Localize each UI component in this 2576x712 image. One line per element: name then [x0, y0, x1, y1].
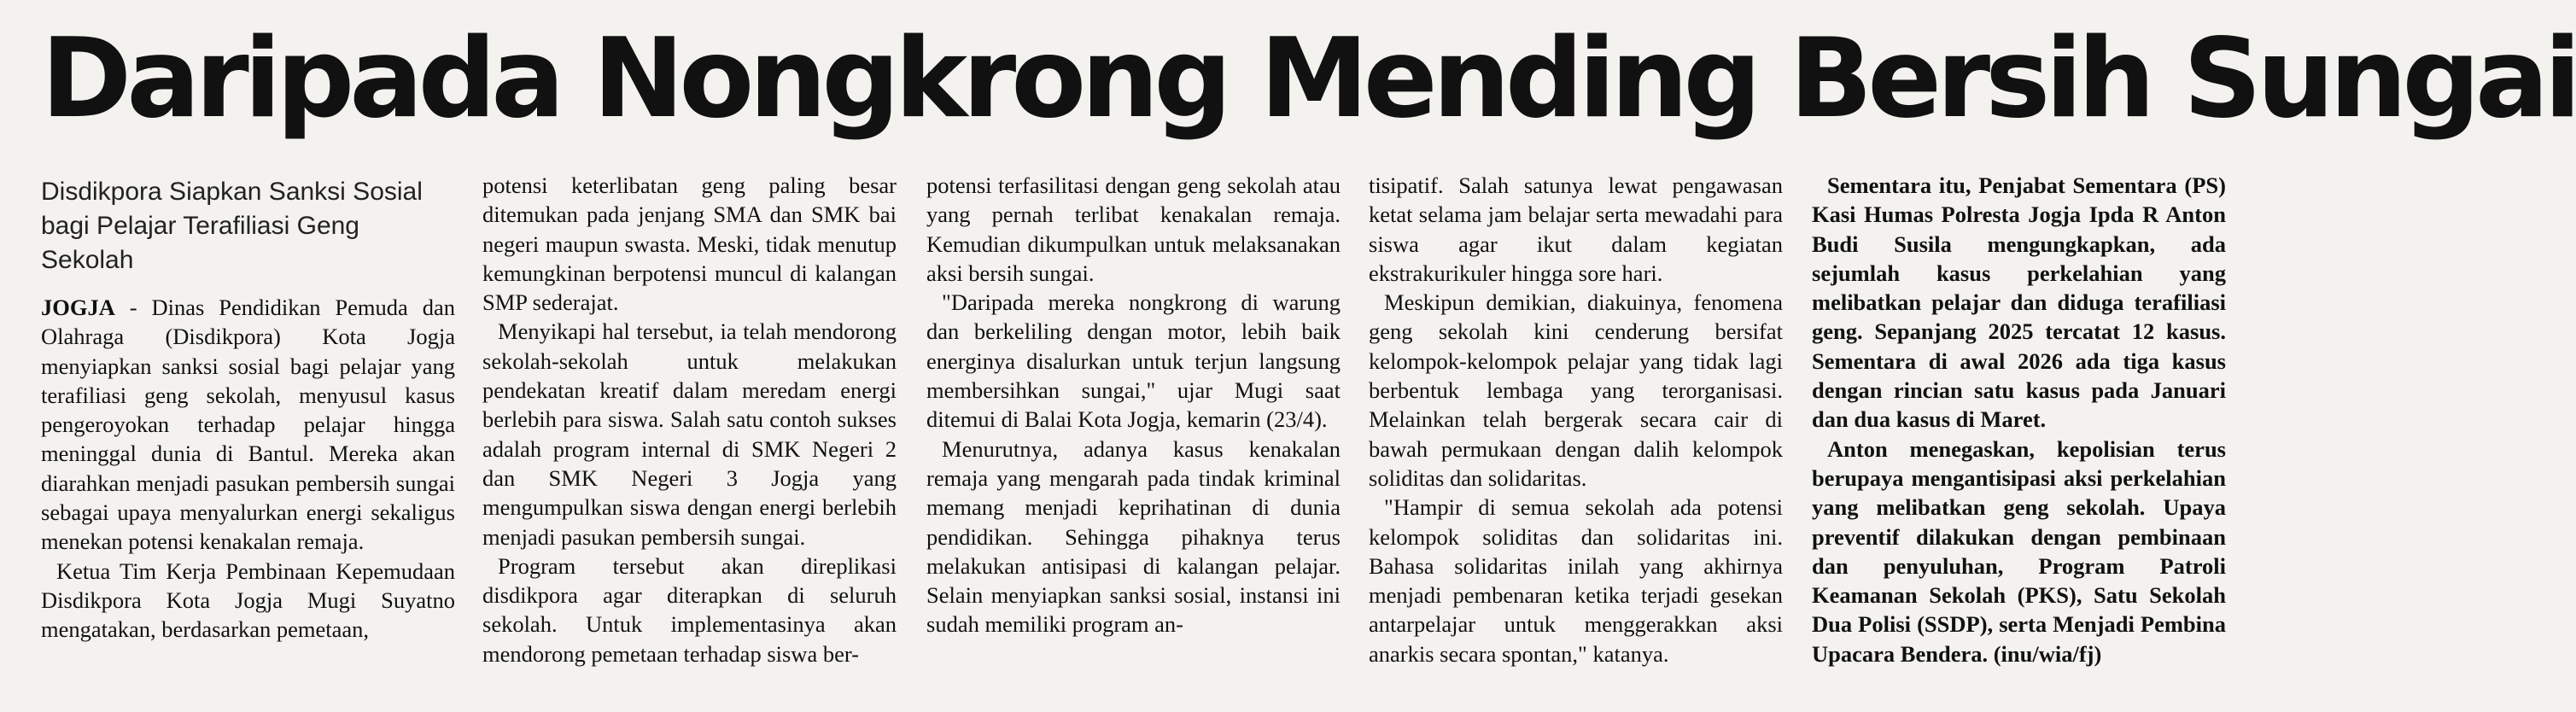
paragraph: Ketua Tim Kerja Pembinaan Kepemudaan Disdikpora Kota Jogja Mugi Suyatno mengatakan, berdasarkan pemetaan,: [41, 557, 455, 643]
paragraph: Meskipun demikian, diakuinya, fenomena geng sekolah kini cenderung bersifat kelompok-kelompok pelajar yang tidak lagi berbentuk lembaga yang terorganisasi. Melainkan telah bergerak secara cair di bawah permukaan dengan dalih kelompok soliditas dan solidaritas.: [1369, 289, 1783, 491]
article-column-3: [926, 171, 1341, 692]
paragraph-text: - Dinas Pendidikan Pemuda dan Olahraga (Disdikpora) Kota Jogja menyiapkan sanksi sosial bagi pelajar yang terafiliasi geng sekolah, menyusul kasus pengeroyokan terhadap pelajar hingga meninggal dunia di Bantul. Mereka akan diarahkan menjadi pasukan pembersih sungai sebagai upaya menyalurkan energi sekaligus menekan potensi kenakalan remaja.: [41, 295, 455, 555]
headline: Daripada Nongkrong Mending Bersih Sungai: [41, 15, 2576, 143]
paragraph: potensi terfasilitasi dengan geng sekolah atau yang pernah terlibat kenakalan remaja. Kemudian dikumpulkan untuk melaksanakan aksi bersih sungai.: [926, 172, 1341, 286]
paragraph: tisipatif. Salah satunya lewat pengawasan ketat selama jam belajar serta mewadahi para siswa agar ikut dalam kegiatan ekstrakurikuler hingga sore hari.: [1369, 172, 1783, 286]
paragraph: Anton menegaskan, kepolisian terus berupaya mengantisipasi aksi perkelahian yang melibatkan geng sekolah. Upaya preventif dilakukan dengan pembinaan dan penyuluhan, Program Patroli Keamanan Sekolah (PKS), Satu Sekolah Dua Polisi (SSDP), serta Menjadi Pembina Upacara Bendera. (inu/wia/fj): [1812, 435, 2226, 667]
paragraph: potensi keterlibatan geng paling besar ditemukan pada jenjang SMA dan SMK bai negeri maupun swasta. Meski, tidak menutup kemungkinan berpotensi muncul di kalangan SMP sederajat.: [482, 172, 897, 316]
paragraph: "Hampir di semua sekolah ada potensi kelompok soliditas dan solidaritas ini. Bahasa solidaritas inilah yang akhirnya menjadi pembenaran ketika terjadi gesekan antarpelajar untuk menggerakkan aksi anarkis secara spontan," katanya.: [1369, 494, 1783, 667]
paragraph: Sementara itu, Penjabat Sementara (PS) Kasi Humas Polresta Jogja Ipda R Anton Budi Susila mengungkapkan, ada sejumlah kasus perkelahian yang melibatkan pelajar dan diduga terafiliasi geng. Sepanjang 2025 tercatat 12 kasus. Sementara di awal 2026 ada tiga kasus dengan rincian satu kasus pada Januari dan dua kasus di Maret.: [1812, 172, 2226, 433]
article-column-2: [482, 171, 897, 692]
dateline: JOGJA: [41, 295, 115, 320]
subheadline-line-2: bagi Pelajar Terafiliasi Geng Sekolah: [41, 212, 359, 274]
subheadline-line-1: Disdikpora Siapkan Sanksi Sosial: [41, 178, 423, 206]
paragraph: Program tersebut akan direplikasi disdikpora agar diterapkan di seluruh sekolah. Untuk implementasinya akan mendorong pemetaan terhadap siswa ber-: [482, 552, 897, 667]
article-column-4: [1369, 171, 1783, 692]
paragraph: Menyikapi hal tersebut, ia telah mendorong sekolah-sekolah untuk melakukan pendekatan kreatif dalam meredam energi berlebih para siswa. Salah satu contoh sukses adalah program internal di SMK Negeri 2 dan SMK Negeri 3 Jogja yang mengumpulkan siswa dengan energi berlebih menjadi pasukan pembersih sungai.: [482, 318, 897, 550]
paragraph: Menurutnya, adanya kasus kenakalan remaja yang mengarah pada tindak kriminal memang menjadi keprihatinan di dunia pendidikan. Sehingga pihaknya terus melakukan antisipasi di kalangan pelajar. Selain menyiapkan sanksi sosial, instansi ini sudah memiliki program an-: [926, 435, 1341, 638]
paragraph: [41, 293, 455, 557]
article-column-5: [1812, 171, 2226, 692]
paragraph: "Daripada mereka nongkrong di warung dan berkeliling dengan motor, lebih baik energinya disalurkan untuk terjun langsung membersihkan sungai," ujar Mugi saat ditemui di Balai Kota Jogja, kemarin (23/4).: [926, 289, 1341, 433]
article-column-1: [41, 175, 455, 692]
subheadline: [41, 175, 455, 277]
